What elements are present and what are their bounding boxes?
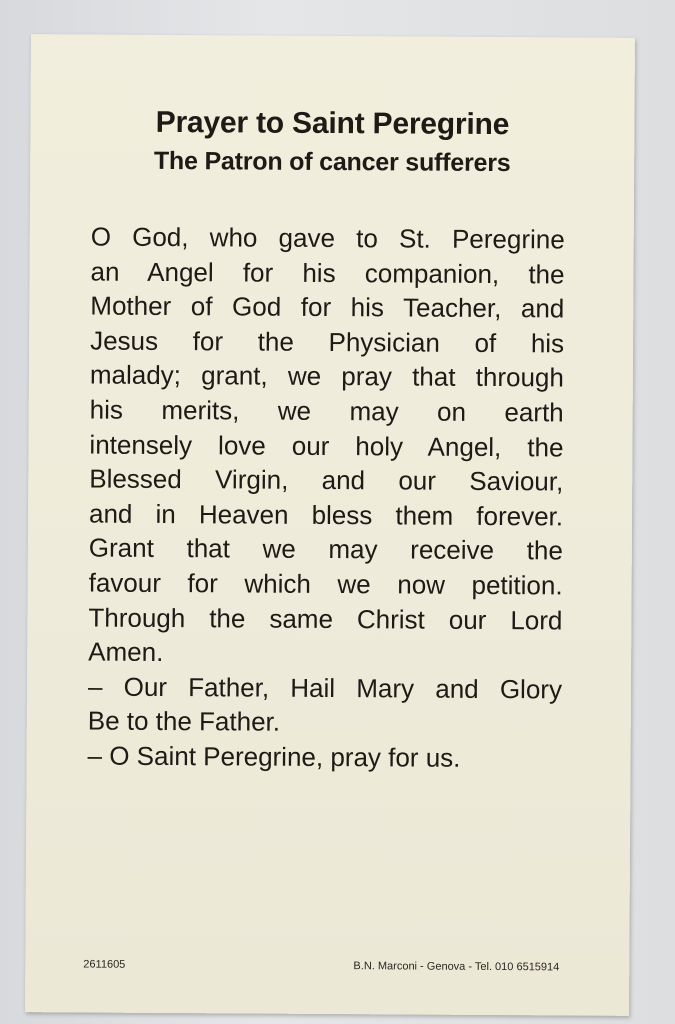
prayer-line: O God, who gave to St. Peregrine: [90, 221, 565, 255]
prayer-line: – Our Father, Hail Mary and Glory: [87, 671, 563, 705]
prayer-text: [87, 220, 564, 776]
prayer-line: Amen.: [88, 636, 164, 668]
prayer-line: an Angel for his companion, the: [90, 256, 565, 290]
prayer-line: favour for which we now petition.: [88, 567, 563, 601]
prayer-line: his merits, we may on earth: [89, 394, 564, 428]
prayer-line: intensely love our holy Angel, the: [89, 429, 564, 462]
card-title: Prayer to Saint Peregrine: [155, 105, 510, 142]
prayer-line: malady; grant, we pray that through: [89, 359, 564, 393]
prayer-card: [25, 34, 635, 1016]
prayer-line: Through the same Christ our Lord: [88, 602, 563, 635]
prayer-line: Jesus for the Physician of his: [90, 325, 565, 359]
product-code: 2611605: [83, 958, 126, 971]
prayer-line: Be to the Father.: [87, 705, 281, 738]
prayer-line: Mother of God for his Teacher, and: [90, 290, 565, 324]
card-subtitle: The Patron of cancer sufferers: [153, 146, 511, 178]
prayer-line: and in Heaven bless them forever.: [88, 498, 564, 532]
prayer-line: Blessed Virgin, and our Saviour,: [89, 463, 564, 497]
prayer-line: Grant that we may receive the: [88, 532, 563, 566]
prayer-line: – O Saint Peregrine, pray for us.: [87, 740, 461, 773]
publisher-info: B.N. Marconi - Genova - Tel. 010 6515914: [353, 960, 560, 974]
